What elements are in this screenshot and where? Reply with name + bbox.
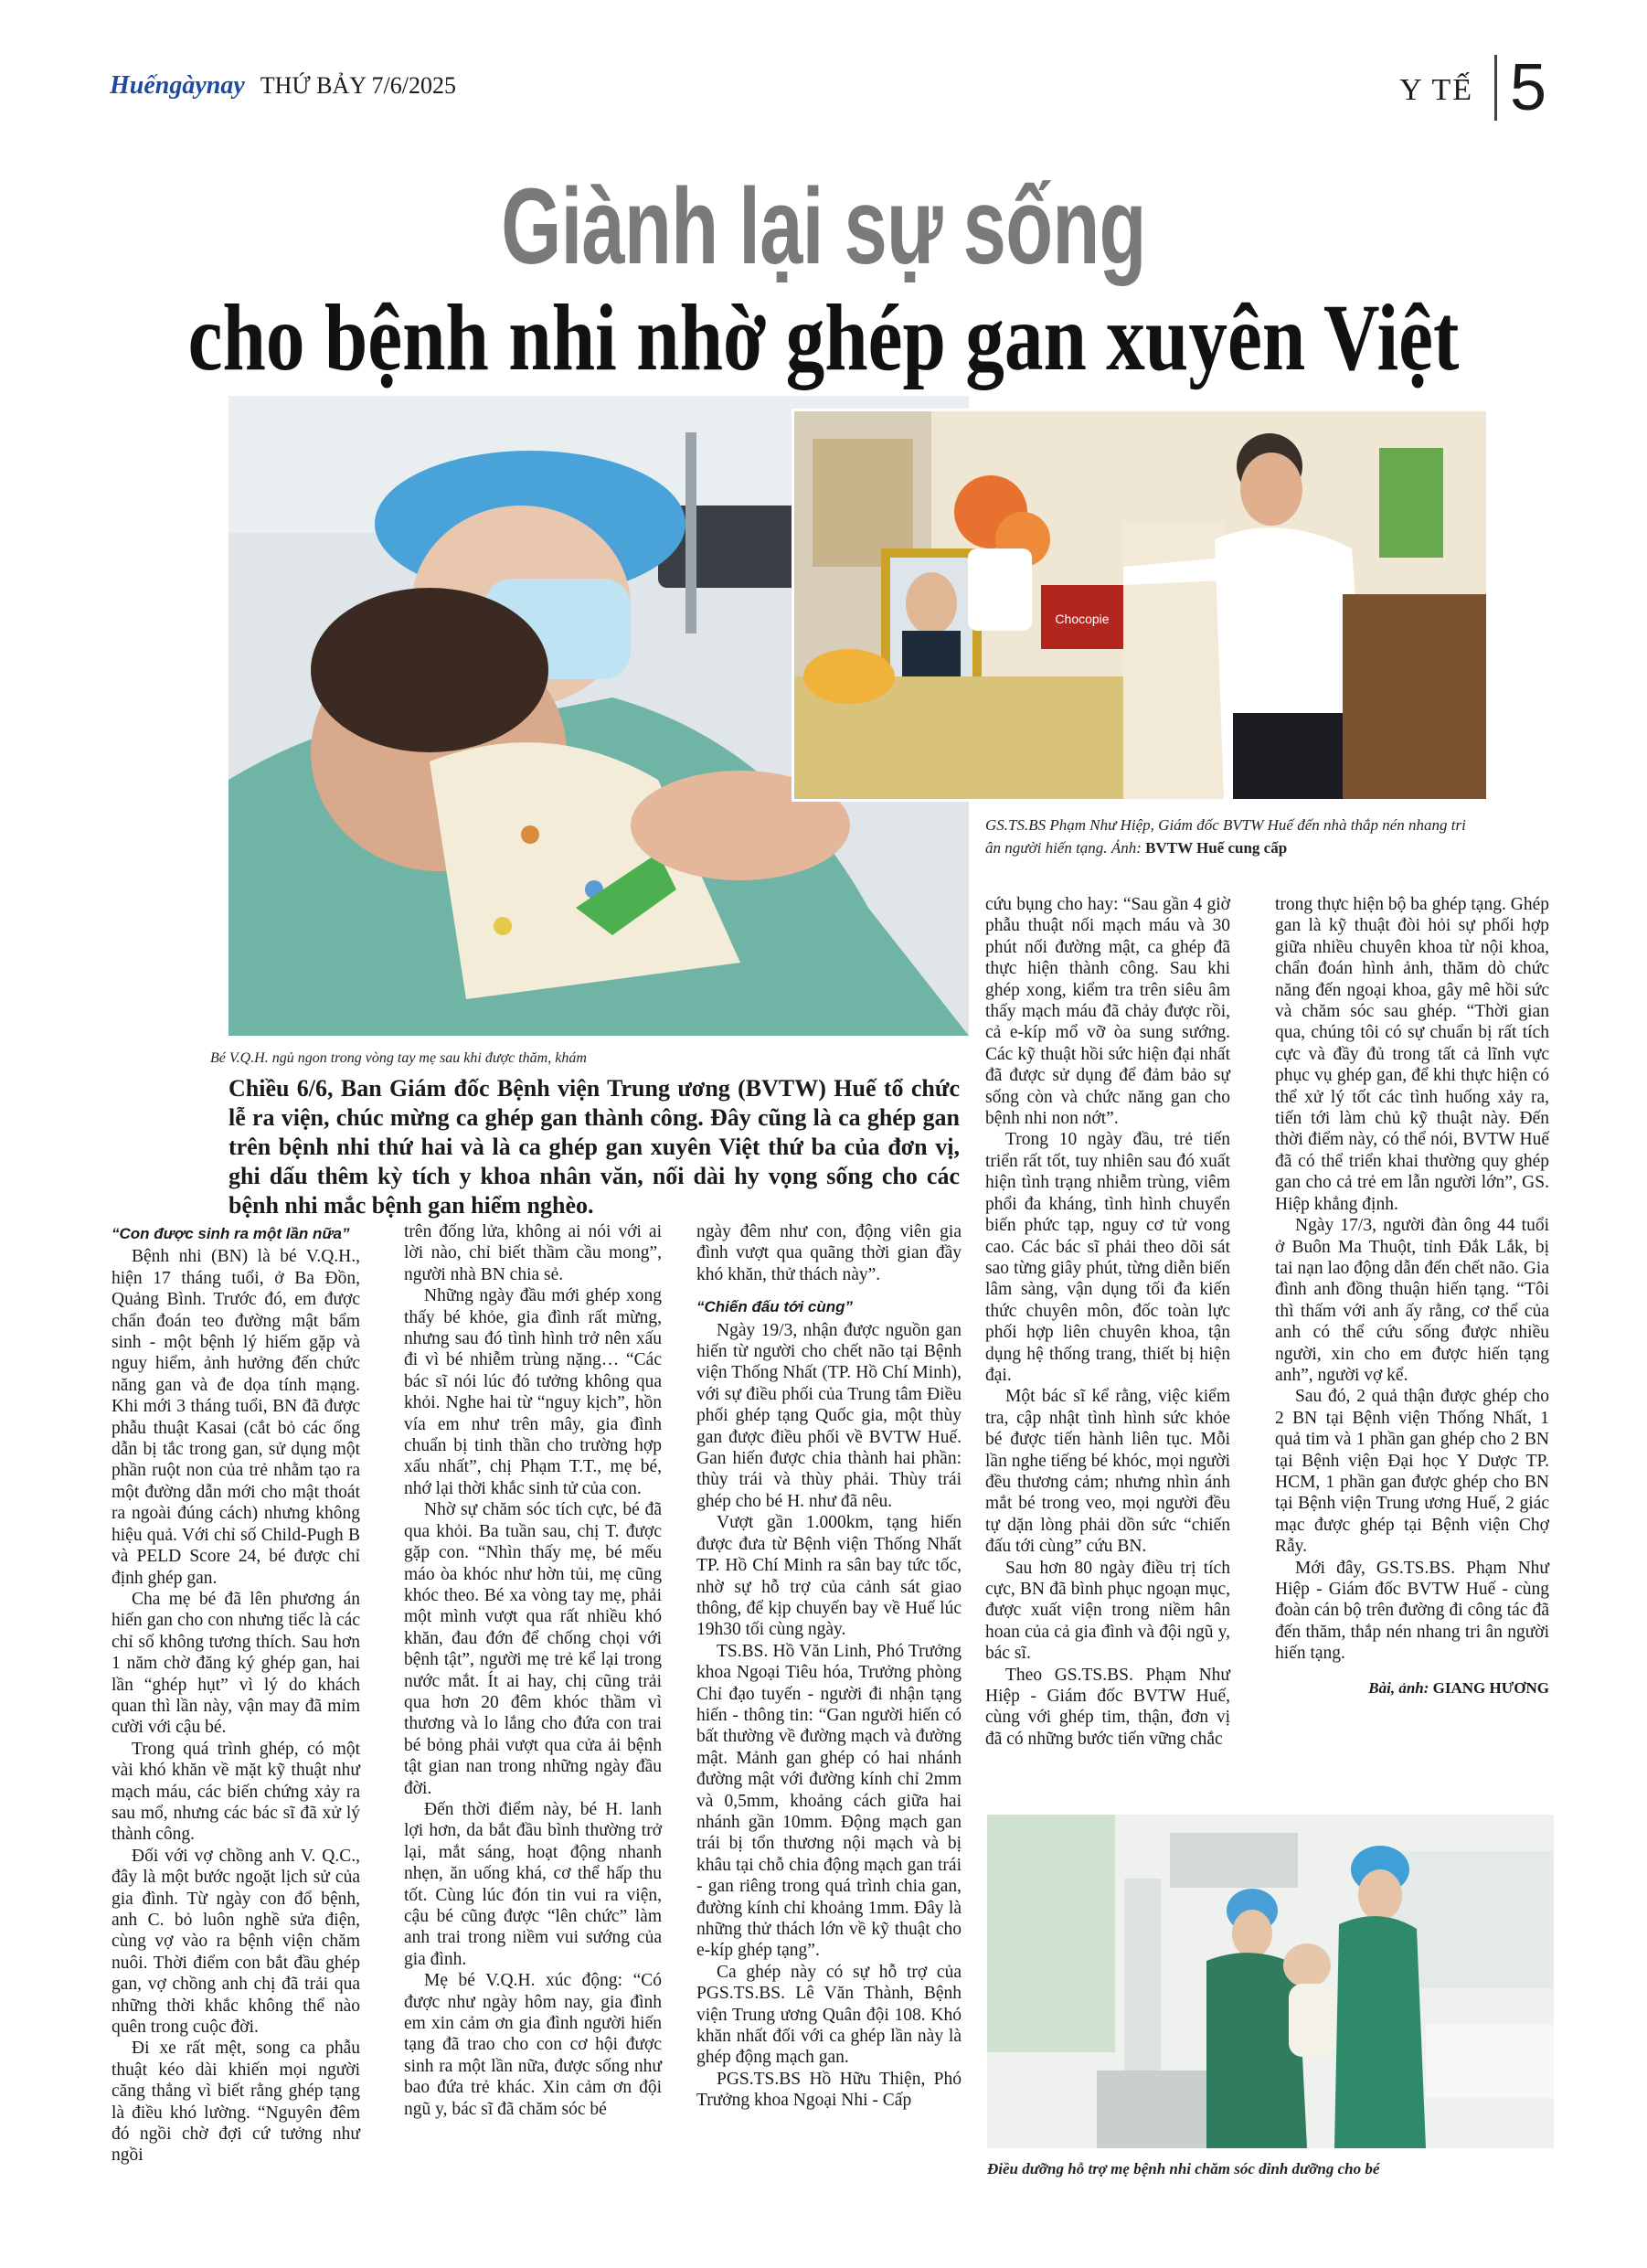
masthead <box>110 71 456 101</box>
paragraph: cứu bụng cho hay: “Sau gần 4 giờ phẫu thuật nối mạch máu và 30 phút nối đường mật, ca ghép đã thực hiện thành công. Sau khi ghép xong, kiểm tra trên siêu âm thấy mạch máu đã chảy được rồi, cả e-kíp mổ vỡ òa sung sướng. Các kỹ thuật hồi sức hiện đại nhất đã được sử dụng để đảm bảo sự sống còn và chức năng gan cho bệnh nhi non nớt”. <box>985 895 1230 1129</box>
paragraph: Ca ghép này có sự hỗ trợ của PGS.TS.BS. Lê Văn Thành, Bệnh viện Trung ương Quân đội 108. Khó khăn nhất đối với ca ghép lần này là ghép động mạch gan. <box>696 1962 962 2068</box>
newspaper-logo: Huếngàynay <box>110 71 245 100</box>
paragraph: Sau đó, 2 quả thận được ghép cho 2 BN tại Bệnh viện Thống Nhất, 1 quả tim và 1 phần gan ghép cho 2 BN tại Bệnh viện Đại học Y Dược TP. HCM, 1 phần gan được ghép cho BN tại Bệnh viện Trung ương Huế, 2 giác mạc được ghép tại Bệnh viện Chợ Rẫy. <box>1275 1387 1549 1557</box>
altar-credit-prefix: Ảnh: <box>1110 839 1142 857</box>
main-photo-caption: Bé V.Q.H. ngủ ngon trong vòng tay mẹ sau khi được thăm, khám <box>210 1050 587 1066</box>
page-number: 5 <box>1494 55 1546 121</box>
headline-line-2: cho bệnh nhi nhờ ghép gan xuyên Việt <box>187 285 1460 390</box>
headline-line-1: Giành lại sự sống <box>501 166 1146 287</box>
paragraph: Mẹ bé V.Q.H. xúc động: “Có được như ngày hôm nay, gia đình em xin cảm ơn gia đình người hiến tạng đã trao cho con cơ hội được sinh ra một lần nữa, được sống như bao đứa trẻ khác. Xin cảm ơn đội ngũ y, bác sĩ đã chăm sóc bé <box>404 1971 662 2119</box>
paragraph: Vượt gần 1.000km, tạng hiến được đưa từ Bệnh viện Thống Nhất TP. Hồ Chí Minh ra sân bay tức tốc, nhờ sự hỗ trợ của cảnh sát giao thông, để kịp chuyến bay về Huế lúc 19h30 tối cùng ngày. <box>696 1513 962 1640</box>
altar-photo <box>792 409 1489 802</box>
column-5 <box>1275 894 1549 1698</box>
column-1 <box>112 1221 360 2167</box>
paragraph: Một bác sĩ kể rằng, việc kiểm tra, cập nhật tình hình sức khỏe bé được tiến hành liên tục. Mỗi lần nghe tiếng bé khóc, mọi người đều thương cảm; nhưng nhìn ánh mắt bé trong veo, mọi người đều tự dặn lòng phải dồn sức “chiến đấu tới cùng” cứu BN. <box>985 1387 1230 1557</box>
column-4 <box>985 894 1230 1750</box>
ward-photo-caption: Điều dưỡng hỗ trợ mẹ bệnh nhi chăm sóc dinh dưỡng cho bé <box>987 2160 1380 2177</box>
altar-caption-text: GS.TS.BS Phạm Như Hiệp, Giám đốc BVTW Huế đến nhà thắp nén nhang tri ân người hiến tạng. <box>985 816 1466 857</box>
paragraph: PGS.TS.BS Hồ Hữu Thiện, Phó Trưởng khoa Ngoại Nhi - Cấp <box>696 2069 962 2111</box>
paragraph: Đến thời điểm này, bé H. lanh lợi hơn, da bắt đầu bình thường trở lại, mắt sáng, hoạt động nhanh nhẹn, ăn uống khá, cơ thể hấp thu tốt. Cùng lúc đón tin vui ra viện, cậu bé cũng được “lên chức” làm anh trai trong niềm vui sướng của gia đình. <box>404 1799 662 1969</box>
byline <box>1275 1677 1549 1698</box>
chocopie-box-label: Chocopie <box>1055 612 1110 626</box>
paragraph: Trong quá trình ghép, có một vài khó khăn về mặt kỹ thuật như mạch máu, các biến chứng xảy ra sau mổ, nhưng các bác sĩ đã xử lý thành công. <box>112 1739 360 1845</box>
byline-author: GIANG HƯƠNG <box>1432 1678 1549 1697</box>
column-2 <box>404 1221 662 2120</box>
subheading-fight: “Chiến đấu tới cùng” <box>696 1298 854 1316</box>
lede-paragraph: Chiều 6/6, Ban Giám đốc Bệnh viện Trung ương (BVTW) Huế tổ chức lễ ra viện, chúc mừng ca ghép gan thành công. Đây cũng là ca ghép gan trên bệnh nhi thứ hai và là ca ghép gan xuyên Việt thứ ba của đơn vị, ghi dấu thêm kỳ tích y khoa nhân văn, nối dài hy vọng sống cho các bệnh nhi mắc bệnh gan hiểm nghèo. <box>228 1075 960 1219</box>
column-3 <box>696 1221 962 2112</box>
paragraph: TS.BS. Hồ Văn Linh, Phó Trưởng khoa Ngoại Tiêu hóa, Trưởng phòng Chỉ đạo tuyến - người đi nhận tạng hiến - thông tin: “Gan người hiến có bất thường về đường mạch và đường mật. Mảnh gan ghép có hai nhánh đường mật với đường kính chỉ 2mm và 0,5mm, khoảng cách giữa hai nhánh gần 10mm. Động mạch gan trái bị tổn thương nội mạch và bị khâu tại chỗ chia động mạch gan trái - gan riêng trong quá trình chia gan, đường kính chỉ khoảng 1mm. Đây là những thử thách lớn về kỹ thuật cho e-kíp ghép tạng”. <box>696 1641 962 1961</box>
altar-credit: BVTW Huế cung cấp <box>1145 839 1288 857</box>
paragraph: trên đống lửa, không ai nói với ai lời nào, chỉ biết thầm cầu mong”, người nhà BN chia sẻ. <box>404 1222 662 1284</box>
paragraph: trong thực hiện bộ ba ghép tạng. Ghép gan là kỹ thuật đòi hỏi sự phối hợp giữa nhiều chuyên khoa từ nội khoa, chẩn đoán hình ảnh, thăm dò chức năng đến ngoại khoa, gây mê hồi sức và chăm sóc sau ghép. “Thời gian qua, chúng tôi có sự chuẩn bị rất tích cực và đầy đủ trong tất cả lĩnh vực phục vụ ghép gan, để khi thực hiện có thể xử lý tốt các tình huống xảy ra, tiến tới làm chủ kỹ thuật này. Đến thời điểm này, có thể nói, BVTW Huế đã có thể triển khai thường quy ghép gan cho cả trẻ em lẫn người lớn”, GS. Hiệp khẳng định. <box>1275 895 1549 1214</box>
paragraph: Nhờ sự chăm sóc tích cực, bé đã qua khỏi. Ba tuần sau, chị T. được gặp con. “Nhìn thấy mẹ, bé mếu máo òa khóc như hờn tủi, mẹ cũng khóc theo. Bé xa vòng tay mẹ, phải một mình vượt qua rất nhiều khó khăn, đau đớn để chống chọi với bệnh tật”, người mẹ trẻ kể lại trong nước mắt. Ít ai hay, chị cũng trải qua hơn 20 đêm khóc thầm vì thương và lo lắng cho đứa con trai bé bỏng phải vượt qua cửa ải bệnh tật gian nan trong những ngày đầu đời. <box>404 1500 662 1798</box>
section-label: Y TẾ <box>1399 73 1473 107</box>
paragraph: Cha mẹ bé đã lên phương án hiến gan cho con nhưng tiếc là các chỉ số không tương thích. Sau hơn 1 năm chờ đăng ký ghép gan, hai lần “ghép hụt” vì lý do khách quan thì lần này, vận may đã mỉm cười với cậu bé. <box>112 1589 360 1738</box>
paragraph: Ngày 19/3, nhận được nguồn gan hiến từ người cho chết não tại Bệnh viện Thống Nhất (TP. Hồ Chí Minh), với sự điều phối của Trung tâm Điều phối ghép tạng Quốc gia, một thùy gan được điều phối về BVTW Huế. Gan hiến được chia thành hai phần: thùy trái và thùy phải. Thùy trái ghép cho bé H. như đã nêu. <box>696 1320 962 1511</box>
issue-date: THỨ BẢY 7/6/2025 <box>260 72 456 99</box>
subheading-reborn: “Con được sinh ra một lần nữa” <box>112 1225 350 1242</box>
paragraph: Trong 10 ngày đầu, trẻ tiến triển rất tốt, tuy nhiên sau đó xuất hiện tình trạng nhiễm trùng, viêm phổi đa kháng, tình hình chuyển biến phức tạp, nguy cơ tử vong cao. Các bác sĩ phải theo dõi sát sao từng giây phút, từng diễn biến lâm sàng, vận dụng tối đa kiến thức chuyên môn, đốc toàn lực phối hợp liên chuyên khoa, tận dụng hệ thống trang, thiết bị hiện đại. <box>985 1130 1230 1385</box>
paragraph: Đi xe rất mệt, song ca phẫu thuật kéo dài khiến mọi người căng thẳng vì biết rằng ghép tạng là điều khó lường. “Nguyên đêm đó ngồi chờ đợi cứ tưởng như ngồi <box>112 2039 360 2166</box>
paragraph: Ngày 17/3, người đàn ông 44 tuổi ở Buôn Ma Thuột, tỉnh Đắk Lắk, bị tai nạn lao động dẫn đến chết não. Gia đình anh đồng thuận hiến tạng. “Tôi thì thấm với anh ấy rằng, cơ thể của anh có thể cứu sống được nhiều người, xin cho em được hiến tạng anh”, người vợ kể. <box>1275 1216 1549 1385</box>
altar-photo-caption <box>985 814 1483 859</box>
ward-photo <box>987 1815 1554 2148</box>
paragraph: Đối với vợ chồng anh V. Q.C., đây là một bước ngoặt lịch sử của gia đình. Từ ngày con đổ bệnh, anh C. bỏ luôn nghề sửa điện, cùng vợ vào ra bệnh viện chăm nuôi. Thời điểm con bắt đầu ghép gan, vợ chồng anh chị đã trải qua những thời khắc không thể nào quên trong cuộc đời. <box>112 1846 360 2038</box>
paragraph: Sau hơn 80 ngày điều trị tích cực, BN đã bình phục ngoạn mục, được xuất viện trong niềm hân hoan của cả gia đình và đội ngũ y, bác sĩ. <box>985 1558 1230 1664</box>
byline-prefix: Bài, ảnh: <box>1368 1678 1429 1697</box>
paragraph: ngày đêm như con, động viên gia đình vượt qua quãng thời gian đầy khó khăn, thử thách này”. <box>696 1222 962 1284</box>
paragraph: Theo GS.TS.BS. Phạm Như Hiệp - Giám đốc BVTW Huế, cùng với ghép tim, thận, đơn vị đã có những bước tiến vững chắc <box>985 1665 1230 1749</box>
altar-illustration <box>794 411 1486 799</box>
paragraph: Mới đây, GS.TS.BS. Phạm Như Hiệp - Giám đốc BVTW Huế - cùng đoàn cán bộ trên đường đi công tác đã đến thăm, thắp nén nhang tri ân người hiến tạng. <box>1275 1558 1549 1664</box>
ward-illustration <box>987 1815 1554 2148</box>
paragraph: Những ngày đầu mới ghép xong thấy bé khỏe, gia đình rất mừng, nhưng sau đó tình hình trở nên xấu đi vì bé nhiễm trùng nặng… “Các bác sĩ nói lúc đó tưởng không qua khỏi. Nghe hai từ “nguy kịch”, hồn vía em như trên mây, gia đình chuẩn bị tinh thần cho trường hợp xấu nhất”, chị Phạm T.T., mẹ bé, nhớ lại thời khắc sinh tử của con. <box>404 1286 662 1498</box>
paragraph: Bệnh nhi (BN) là bé V.Q.H., hiện 17 tháng tuổi, ở Ba Đồn, Quảng Bình. Trước đó, em được chẩn đoán teo đường mật bẩm sinh - một bệnh lý hiếm gặp và nguy hiểm, ảnh hưởng đến chức năng gan và đe dọa tính mạng. Khi mới 3 tháng tuổi, BN đã được phẫu thuật Kasai (cắt bỏ các ống dẫn bị tắc trong gan, sử dụng một phần ruột non của trẻ nhằm tạo ra một đường dẫn mới cho mật thoát ra ngoài đúng cách) nhưng không hiệu quả. Với chỉ số Child-Pugh B và PELD Score 24, bé được chỉ định ghép gan. <box>112 1247 360 1588</box>
